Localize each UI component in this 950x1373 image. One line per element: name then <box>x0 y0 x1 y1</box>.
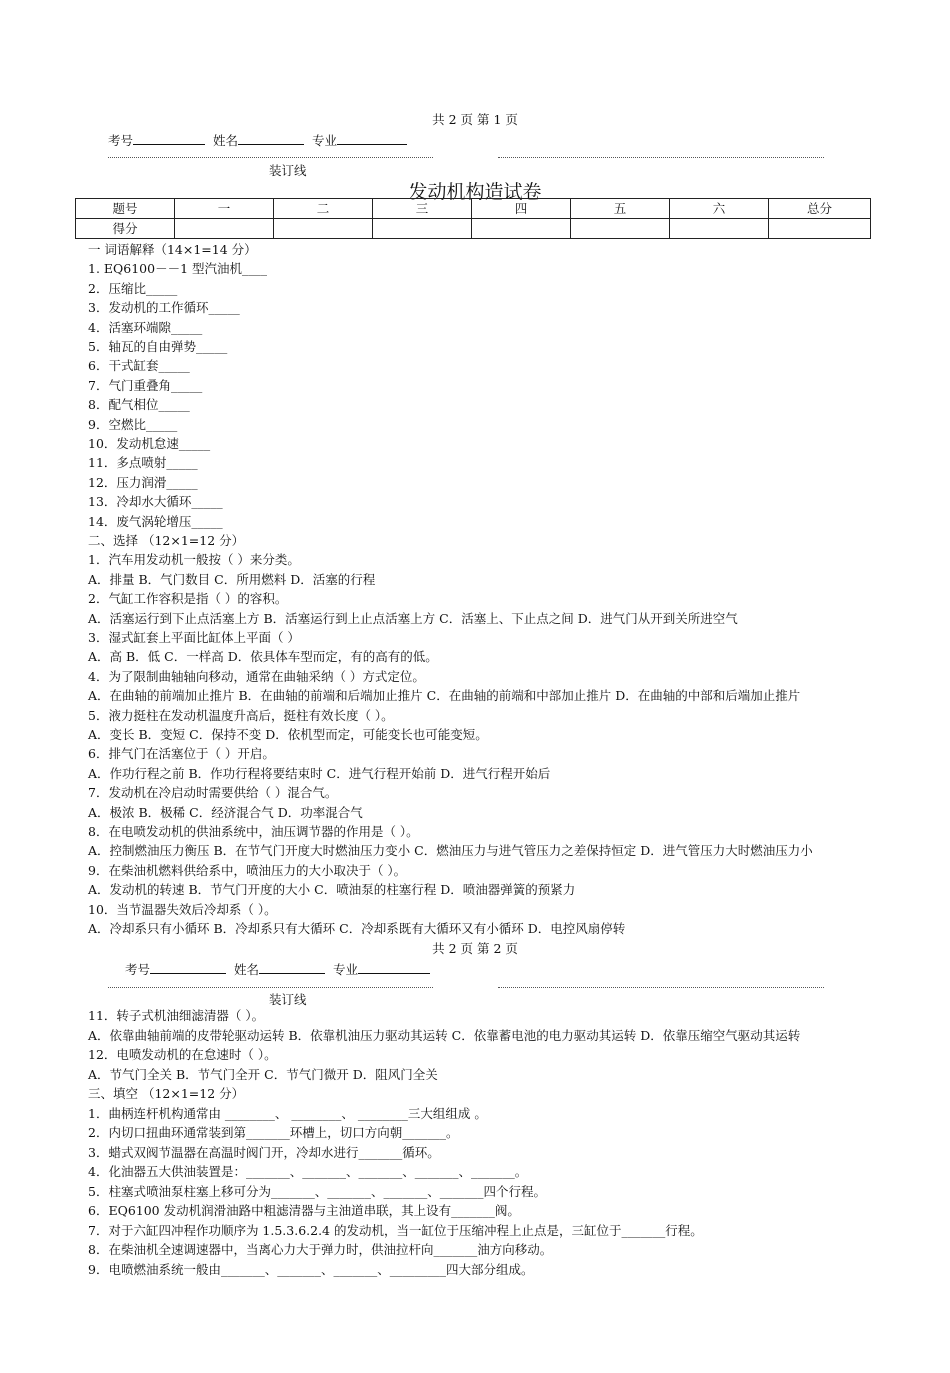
option-line: A．变长 B．变短 C．保持不变 D．依机型而定，可能变长也可能变短。 <box>88 727 488 742</box>
question-line: 1．汽车用发动机一般按（ ）来分类。 <box>88 552 300 568</box>
score-header-cell: 题号 <box>76 199 175 219</box>
question-line: 6．排气门在活塞位于（ ）开启。 <box>88 746 275 762</box>
question-line: 6．干式缸套_____ <box>88 358 190 374</box>
score-header-cell: 二 <box>274 199 373 219</box>
score-header-cell: 一 <box>175 199 274 219</box>
exam-no-label: 考号 <box>108 133 134 148</box>
fill-in-line: 3．蜡式双阀节温器在高温时阀门开，冷却水进行_______循环。 <box>88 1144 440 1160</box>
score-cell[interactable] <box>373 219 472 239</box>
score-row-label: 得分 <box>76 219 175 239</box>
question-line: 11．转子式机油细滤清器（ ）。 <box>88 1008 265 1023</box>
question-line: 9．在柴油机燃料供给系中，喷油压力的大小取决于（ ）。 <box>88 862 407 878</box>
score-table <box>75 198 871 239</box>
fill-in-line: 2．内切口扭曲环通常装到第_______环槽上，切口方向朝_______。 <box>88 1125 459 1140</box>
option-line: A．控制燃油压力衡压 B．在节气门开度大时燃油压力变小 C．燃油压力与进气管压力之差保持恒定 D．进气管压力大时燃油压力小 <box>88 843 813 859</box>
exam-title: 发动机构造试卷 <box>408 181 542 203</box>
score-table-header-row <box>76 199 871 219</box>
question-line: 7．发动机在冷启动时需要供给（ ）混合气。 <box>88 785 338 801</box>
score-header-cell: 六 <box>670 199 769 219</box>
question-line: 13．冷却水大循环_____ <box>88 494 223 510</box>
section-heading: 三、填空 （12×1=12 分） <box>88 1086 245 1101</box>
section-heading: 二、选择 （12×1=12 分） <box>88 533 245 548</box>
score-cell[interactable] <box>472 219 571 239</box>
score-header-cell: 总分 <box>769 199 871 219</box>
question-line: 10．发动机怠速_____ <box>88 436 211 451</box>
question-line: 4．活塞环端隙_____ <box>88 319 203 335</box>
page-header-1: 共 2 页 第 1 页 <box>432 112 518 127</box>
exam-no-field[interactable] <box>133 132 205 145</box>
question-line: 2．气缸工作容积是指（ ）的容积。 <box>88 591 288 607</box>
exam-no-label: 考号 <box>125 962 151 977</box>
binding-line-label-1: 装订线 <box>269 163 307 178</box>
fill-in-line: 4．化油器五大供油装置是：_______、_______、_______、_______、_______。 <box>88 1164 528 1179</box>
binding-dotted-line-right <box>498 987 824 988</box>
question-line: 12．压力润滑_____ <box>88 474 198 490</box>
question-line: 8．在电喷发动机的供油系统中，油压调节器的作用是（ ）。 <box>88 824 419 839</box>
score-cell[interactable] <box>769 219 871 239</box>
binding-dotted-line-left <box>108 157 433 158</box>
question-line: 5．轴瓦的自由弹势_____ <box>88 339 228 354</box>
question-line: 11．多点喷射_____ <box>88 455 198 471</box>
question-line: 1. EQ6100－－1 型汽油机____ <box>88 261 268 277</box>
fill-in-line: 7．对于六缸四冲程作功顺序为 1.5.3.6.2.4 的发动机，当一缸位于压缩冲程上止点是，三缸位于_______行程。 <box>88 1222 703 1238</box>
score-cell[interactable] <box>274 219 373 239</box>
major-label: 专业 <box>332 962 358 977</box>
question-line: 4．为了限制曲轴轴向移动，通常在曲轴采纳（ ）方式定位。 <box>88 668 425 684</box>
fill-in-line: 6．EQ6100 发动机润滑油路中粗滤清器与主油道串联，其上设有_______阀。 <box>88 1203 520 1218</box>
major-label: 专业 <box>311 133 337 148</box>
question-line: 10．当节温器失效后冷却系（ ）。 <box>88 901 277 917</box>
name-field[interactable] <box>238 132 304 145</box>
question-line: 14．废气涡轮增压_____ <box>88 513 223 529</box>
binding-dotted-line-left <box>108 987 433 988</box>
option-line: A．冷却系只有小循环 B．冷却系只有大循环 C．冷却系既有大循环又有小循环 D．电控风扇停转 <box>88 921 626 936</box>
fill-in-line: 1．曲柄连杆机构通常由 ________、 ________、 ________三大组组成 。 <box>88 1105 487 1121</box>
option-line: A．排量 B．气门数目 C．所用燃料 D．活塞的行程 <box>88 571 376 587</box>
option-line: A．活塞运行到下止点活塞上方 B．活塞运行到上止点活塞上方 C．活塞上、下止点之间 D．进气门从开到关所进空气 <box>88 610 738 626</box>
option-line: A．在曲轴的前端加止推片 B．在曲轴的前端和后端加止推片 C．在曲轴的前端和中部加止推片 D．在曲轴的中部和后端加止推片 <box>88 688 801 704</box>
section-heading: 一 词语解释（14×1=14 分） <box>88 242 257 257</box>
question-line: 7．气门重叠角_____ <box>88 377 203 393</box>
option-line: A．依靠曲轴前端的皮带轮驱动运转 B．依靠机油压力驱动其运转 C．依靠蓄电池的电力驱动其运转 D．依靠压缩空气驱动其运转 <box>88 1027 801 1043</box>
exam-no-field[interactable] <box>150 961 226 974</box>
major-field[interactable] <box>337 132 407 145</box>
score-header-cell: 三 <box>373 199 472 219</box>
question-line: 12．电喷发动机的在怠速时（ ）。 <box>88 1047 277 1062</box>
question-line: 5．液力挺柱在发动机温度升高后，挺柱有效长度（ ）。 <box>88 707 394 723</box>
name-field[interactable] <box>259 961 325 974</box>
fill-in-line: 9．电喷燃油系统一般由_______、_______、_______、_________四大部分组成。 <box>88 1261 534 1277</box>
question-line: 8．配气相位_____ <box>88 397 190 413</box>
option-line: A．极浓 B．极稀 C．经济混合气 D．功率混合气 <box>88 804 363 820</box>
student-info-row-2 <box>125 960 430 978</box>
name-label: 姓名 <box>212 133 238 148</box>
score-header-cell: 四 <box>472 199 571 219</box>
major-field[interactable] <box>358 961 430 974</box>
option-line: A．高 B．低 C．一样高 D．依具体车型而定，有的高有的低。 <box>88 649 438 665</box>
score-cell[interactable] <box>175 219 274 239</box>
question-line: 9．空燃比_____ <box>88 416 178 432</box>
fill-in-line: 8．在柴油机全速调速器中，当离心力大于弹力时，供油拉杆向_______油方向移动。 <box>88 1242 553 1257</box>
option-line: A．作功行程之前 B．作功行程将要结束时 C．进气行程开始前 D．进气行程开始后 <box>88 765 551 781</box>
question-line: 2．压缩比_____ <box>88 280 178 296</box>
student-info-row-1 <box>108 131 407 149</box>
page-header-2: 共 2 页 第 2 页 <box>432 941 518 956</box>
score-cell[interactable] <box>670 219 769 239</box>
name-label: 姓名 <box>233 962 259 977</box>
question-line: 3．发动机的工作循环_____ <box>88 300 240 316</box>
binding-line-label-2: 装订线 <box>269 992 307 1007</box>
score-header-cell: 五 <box>571 199 670 219</box>
option-line: A．发动机的转速 B．节气门开度的大小 C．喷油泵的柱塞行程 D．喷油器弹簧的预紧力 <box>88 882 576 898</box>
score-table-score-row <box>76 219 871 239</box>
question-line: 3．湿式缸套上平面比缸体上平面（ ） <box>88 630 300 645</box>
score-cell[interactable] <box>571 219 670 239</box>
option-line: A．节气门全关 B．节气门全开 C．节气门微开 D．阻风门全关 <box>88 1066 438 1082</box>
fill-in-line: 5．柱塞式喷油泵柱塞上移可分为_______、_______、_______、_______四个行程。 <box>88 1183 546 1199</box>
binding-dotted-line-right <box>498 157 824 158</box>
